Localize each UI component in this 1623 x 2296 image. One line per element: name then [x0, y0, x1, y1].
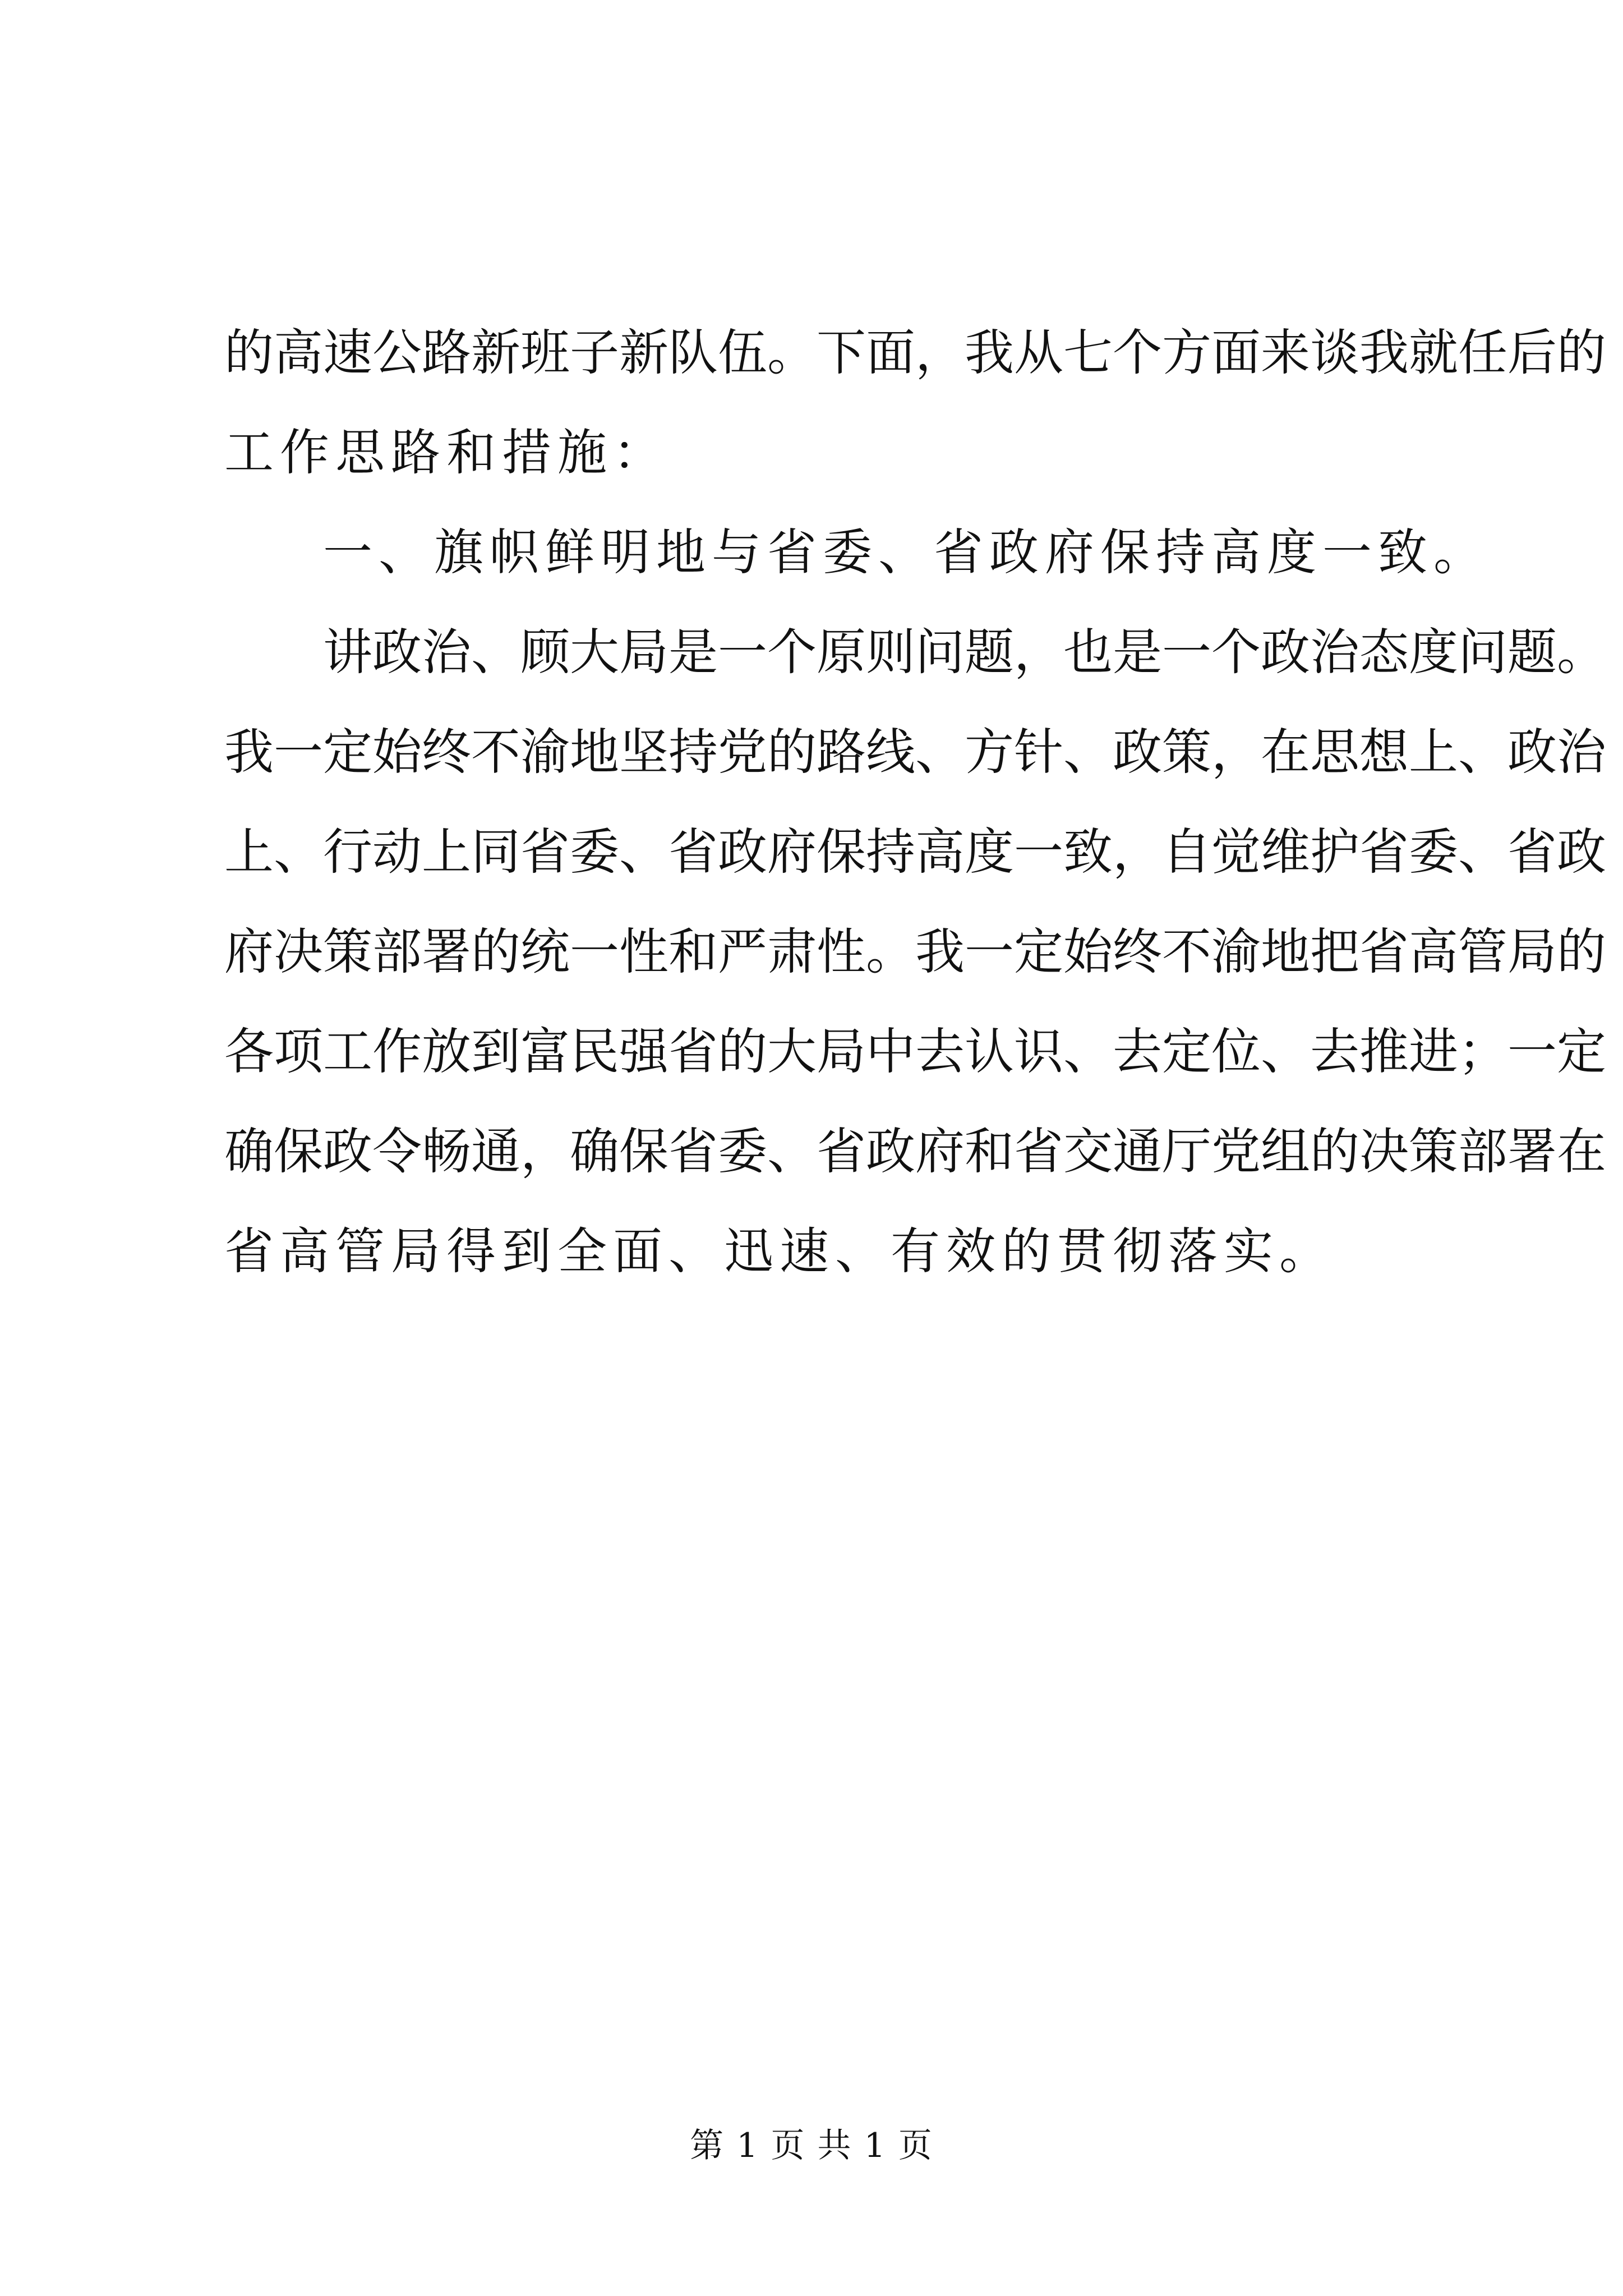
text-line: 上、行动上同省委、省政府保持高度一致，自觉维护省委、省政 — [224, 823, 1607, 881]
text-line: 府决策部署的统一性和严肃性。我一定始终不渝地把省高管局的 — [224, 923, 1607, 981]
text-line: 的高速公路新班子新队伍。下面，我从七个方面来谈我就任后的 — [224, 324, 1607, 381]
text-line: 省高管局得到全面、迅速、有效的贯彻落实。 — [224, 1222, 1335, 1280]
text-line: 各项工作放到富民强省的大局中去认识、去定位、去推进；一定 — [224, 1023, 1607, 1080]
text-line: 我一定始终不渝地坚持党的路线、方针、政策，在思想上、政治 — [224, 723, 1607, 781]
page-footer: 第 1 页 共 1 页 — [690, 2126, 933, 2165]
document-body — [224, 303, 1607, 1301]
text-line: 讲政治、顾大局是一个原则问题，也是一个政治态度问题。 — [323, 623, 1607, 681]
section-heading: 一、旗帜鲜明地与省委、省政府保持高度一致。 — [323, 523, 1490, 581]
text-line: 工作思路和措施： — [224, 424, 669, 481]
text-line: 确保政令畅通，确保省委、省政府和省交通厅党组的决策部署在 — [224, 1122, 1607, 1180]
